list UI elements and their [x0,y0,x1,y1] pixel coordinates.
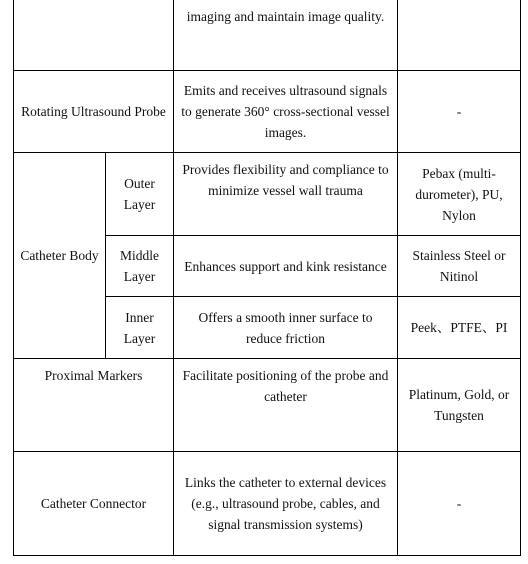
layer-cell: Outer Layer [106,153,174,236]
material-cell: Pebax (multi-durometer), PU, Nylon [398,153,521,236]
material-cell: - [398,452,521,556]
table-row [14,452,521,556]
material-cell [398,0,521,71]
layer-cell: Inner Layer [106,297,174,359]
material-cell: Peek、PTFE、PI [398,297,521,359]
function-cell: Offers a smooth inner surface to reduce friction [174,297,398,359]
function-cell: Provides flexibility and compliance to minimize vessel wall trauma [174,153,398,236]
component-cell: Rotating Ultrasound Probe [14,71,174,153]
function-cell: Facilitate positioning of the probe and catheter [174,359,398,452]
table-row [14,359,521,452]
function-cell: Enhances support and kink resistance [174,236,398,297]
table-row [14,71,521,153]
table-row [14,0,521,71]
component-cell: Catheter Connector [14,452,174,556]
component-cell: Catheter Body [14,153,106,359]
layer-cell: Middle Layer [106,236,174,297]
table-row [14,153,521,236]
component-cell: Proximal Markers [14,359,174,452]
material-cell: Platinum, Gold, or Tungsten [398,359,521,452]
material-cell: - [398,71,521,153]
function-cell: imaging and maintain image quality. [174,0,398,71]
function-cell: Emits and receives ultrasound signals to generate 360° cross-sectional vessel images. [174,71,398,153]
component-cell [14,0,174,71]
material-cell: Stainless Steel or Nitinol [398,236,521,297]
component-table [13,0,521,556]
function-cell: Links the catheter to external devices (e.g., ultrasound probe, cables, and signal transmission systems) [174,452,398,556]
